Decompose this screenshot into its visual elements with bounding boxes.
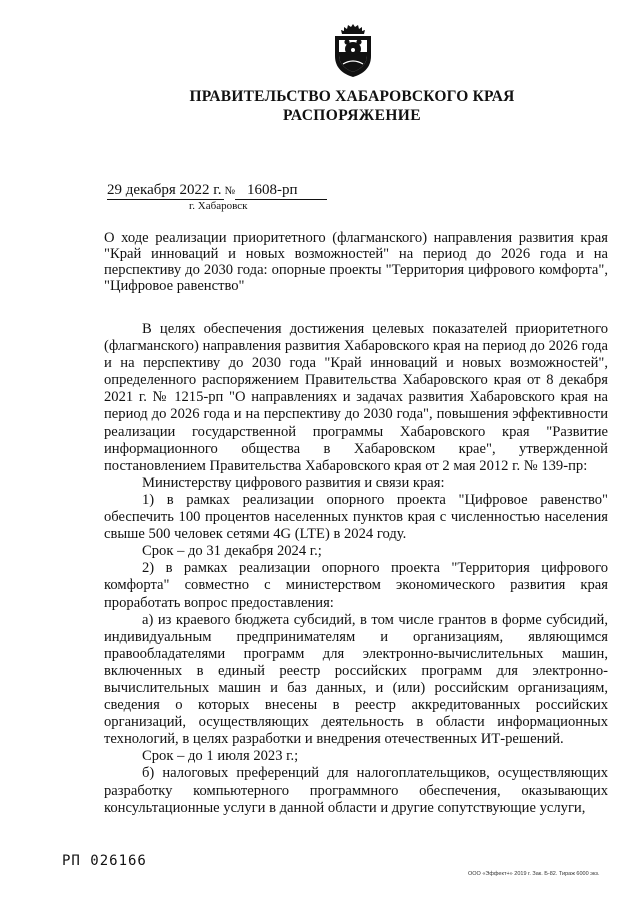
document-date: 29 декабря 2022 г. — [107, 182, 222, 198]
coat-of-arms-emblem — [329, 22, 377, 78]
paragraph-addressee: Министерству цифрового развития и связи края: — [142, 474, 445, 491]
document-number: 1608-рп — [235, 182, 327, 200]
paragraph-item-2a: а) из краевого бюджета субсидий, в том числе грантов в форме субсидий, индивидуальным предпринимателям и организациям, являющимся правообладателями программ для электронно-вычислительных машин, включенных в единый реестр российских программ для электронно-вычислительных машин и баз данных, и (или) российским организациям, сведения о которых внесены в реестр аккредитованных российских организаций, осуществляющих деятельность в области информационных технологий, в целях разработки и внедрения отечественных ИТ-решений. — [104, 611, 608, 748]
document-body — [104, 321, 608, 817]
government-name: ПРАВИТЕЛЬСТВО ХАБАРОВСКОГО КРАЯ — [189, 88, 515, 105]
paragraph-preamble: В целях обеспечения достижения целевых показателей приоритетного (флагманского) направления развития Хабаровского края на период до 2026 года и на перспективу до 2030 года "Край инноваций и новых возможностей", определенного распоряжением Правительства Хабаровского края от 8 декабря 2021 г. № 1215-рп "О направлениях и задачах развития Хабаровского края на период до 2026 года и на перспективу до 2030 года", повышения эффективности реализации государственной программы Хабаровского края "Развитие информационного общества в Хабаровском крае", утвержденной постановлением Правительства Хабаровского края от 2 мая 2012 г. № 139-пр: — [104, 321, 608, 474]
paragraph-deadline-1: Срок – до 31 декабря 2024 г.; — [142, 543, 322, 560]
number-sign: № — [224, 185, 235, 197]
form-code: РП 026166 — [62, 853, 147, 869]
paragraph-item-2: 2) в рамках реализации опорного проекта "Территория цифрового комфорта" совместно с министерством экономического развития края проработать вопрос предоставления: — [104, 560, 608, 611]
document-title: О ходе реализации приоритетного (флагманского) направления развития края "Край инноваций и новых возможностей" на период до 2026 года и на перспективу до 2030 года: опорные проекты "Территория цифрового комфорта", "Цифровое равенство" — [104, 230, 608, 294]
paragraph-item-1: 1) в рамках реализации опорного проекта "Цифровое равенство" обеспечить 100 процентов населенных пунктов края с численностью населения свыше 500 человек сетями 4G (LTE) в 2024 году. — [104, 491, 608, 543]
document-city: г. Хабаровск — [189, 200, 248, 212]
paragraph-item-2b: б) налоговых преференций для налогоплательщиков, осуществляющих разработку компьютерного программного обеспечения, оказывающих консультационные услуги в данной области и другие сопутствующие услуги, — [104, 765, 608, 816]
date-number-line — [107, 182, 327, 200]
printer-imprint: ООО «Эффект+» 2019 г. Зак. Б-82. Тираж 6000 экз. — [468, 871, 600, 877]
document-type: РАСПОРЯЖЕНИЕ — [282, 107, 422, 124]
paragraph-deadline-2a: Срок – до 1 июля 2023 г.; — [142, 748, 299, 765]
